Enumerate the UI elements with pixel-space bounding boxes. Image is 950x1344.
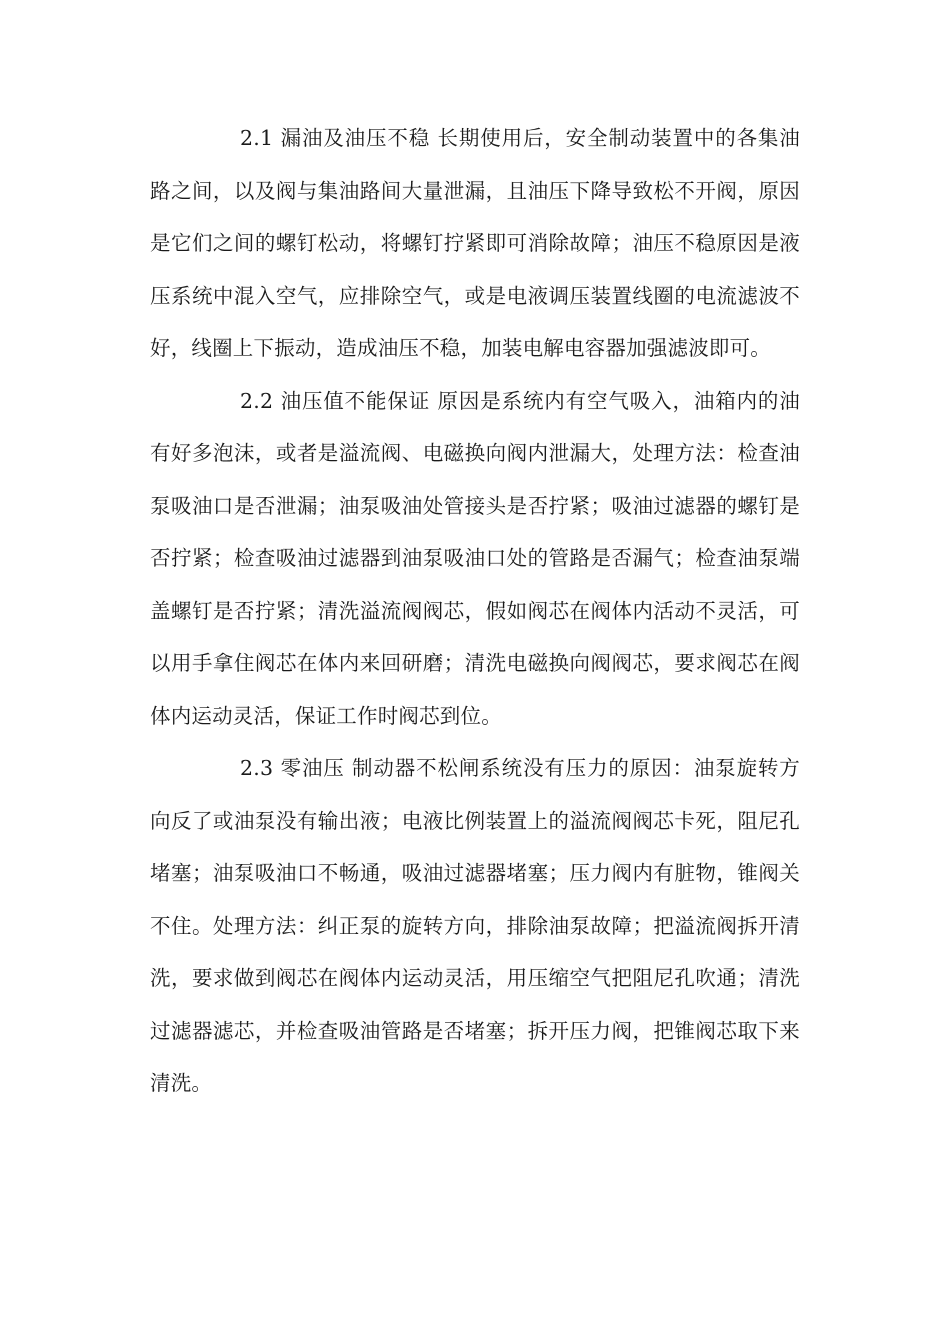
- paragraph-2-3: 2.3 零油压 制动器不松闸系统没有压力的原因：油泵旋转方向反了或油泵没有输出液；电液比例装置上的溢流阀阀芯卡死，阻尼孔堵塞；油泵吸油口不畅通，吸油过滤器堵塞；压力阀内有脏物，锥阀关不住。处理方法：纠正泵的旋转方向，排除油泵故障；把溢流阀拆开清洗，要求做到阀芯在阀体内运动灵活，用压缩空气把阻尼孔吹通；清洗过滤器滤芯，并检查吸油管路是否堵塞；拆开压力阀，把锥阀芯取下来清洗。: [150, 756, 800, 1095]
- document-body: [150, 112, 800, 1110]
- paragraph-2-1: 2.1 漏油及油压不稳 长期使用后，安全制动装置中的各集油路之间，以及阀与集油路间大量泄漏，且油压下降导致松不开阀，原因是它们之间的螺钉松动，将螺钉拧紧即可消除故障；油压不稳原因是液压系统中混入空气，应排除空气，或是电液调压装置线圈的电流滤波不好，线圈上下振动，造成油压不稳，加装电解电容器加强滤波即可。: [150, 126, 800, 360]
- paragraph-2-2: 2.2 油压值不能保证 原因是系统内有空气吸入，油箱内的油有好多泡沫，或者是溢流阀、电磁换向阀内泄漏大，处理方法：检查油泵吸油口是否泄漏；油泵吸油处管接头是否拧紧；吸油过滤器的螺钉是否拧紧；检查吸油过滤器到油泵吸油口处的管路是否漏气；检查油泵端盖螺钉是否拧紧；清洗溢流阀阀芯，假如阀芯在阀体内活动不灵活，可以用手拿住阀芯在体内来回研磨；清洗电磁换向阀阀芯，要求阀芯在阀体内运动灵活，保证工作时阀芯到位。: [150, 388, 800, 728]
